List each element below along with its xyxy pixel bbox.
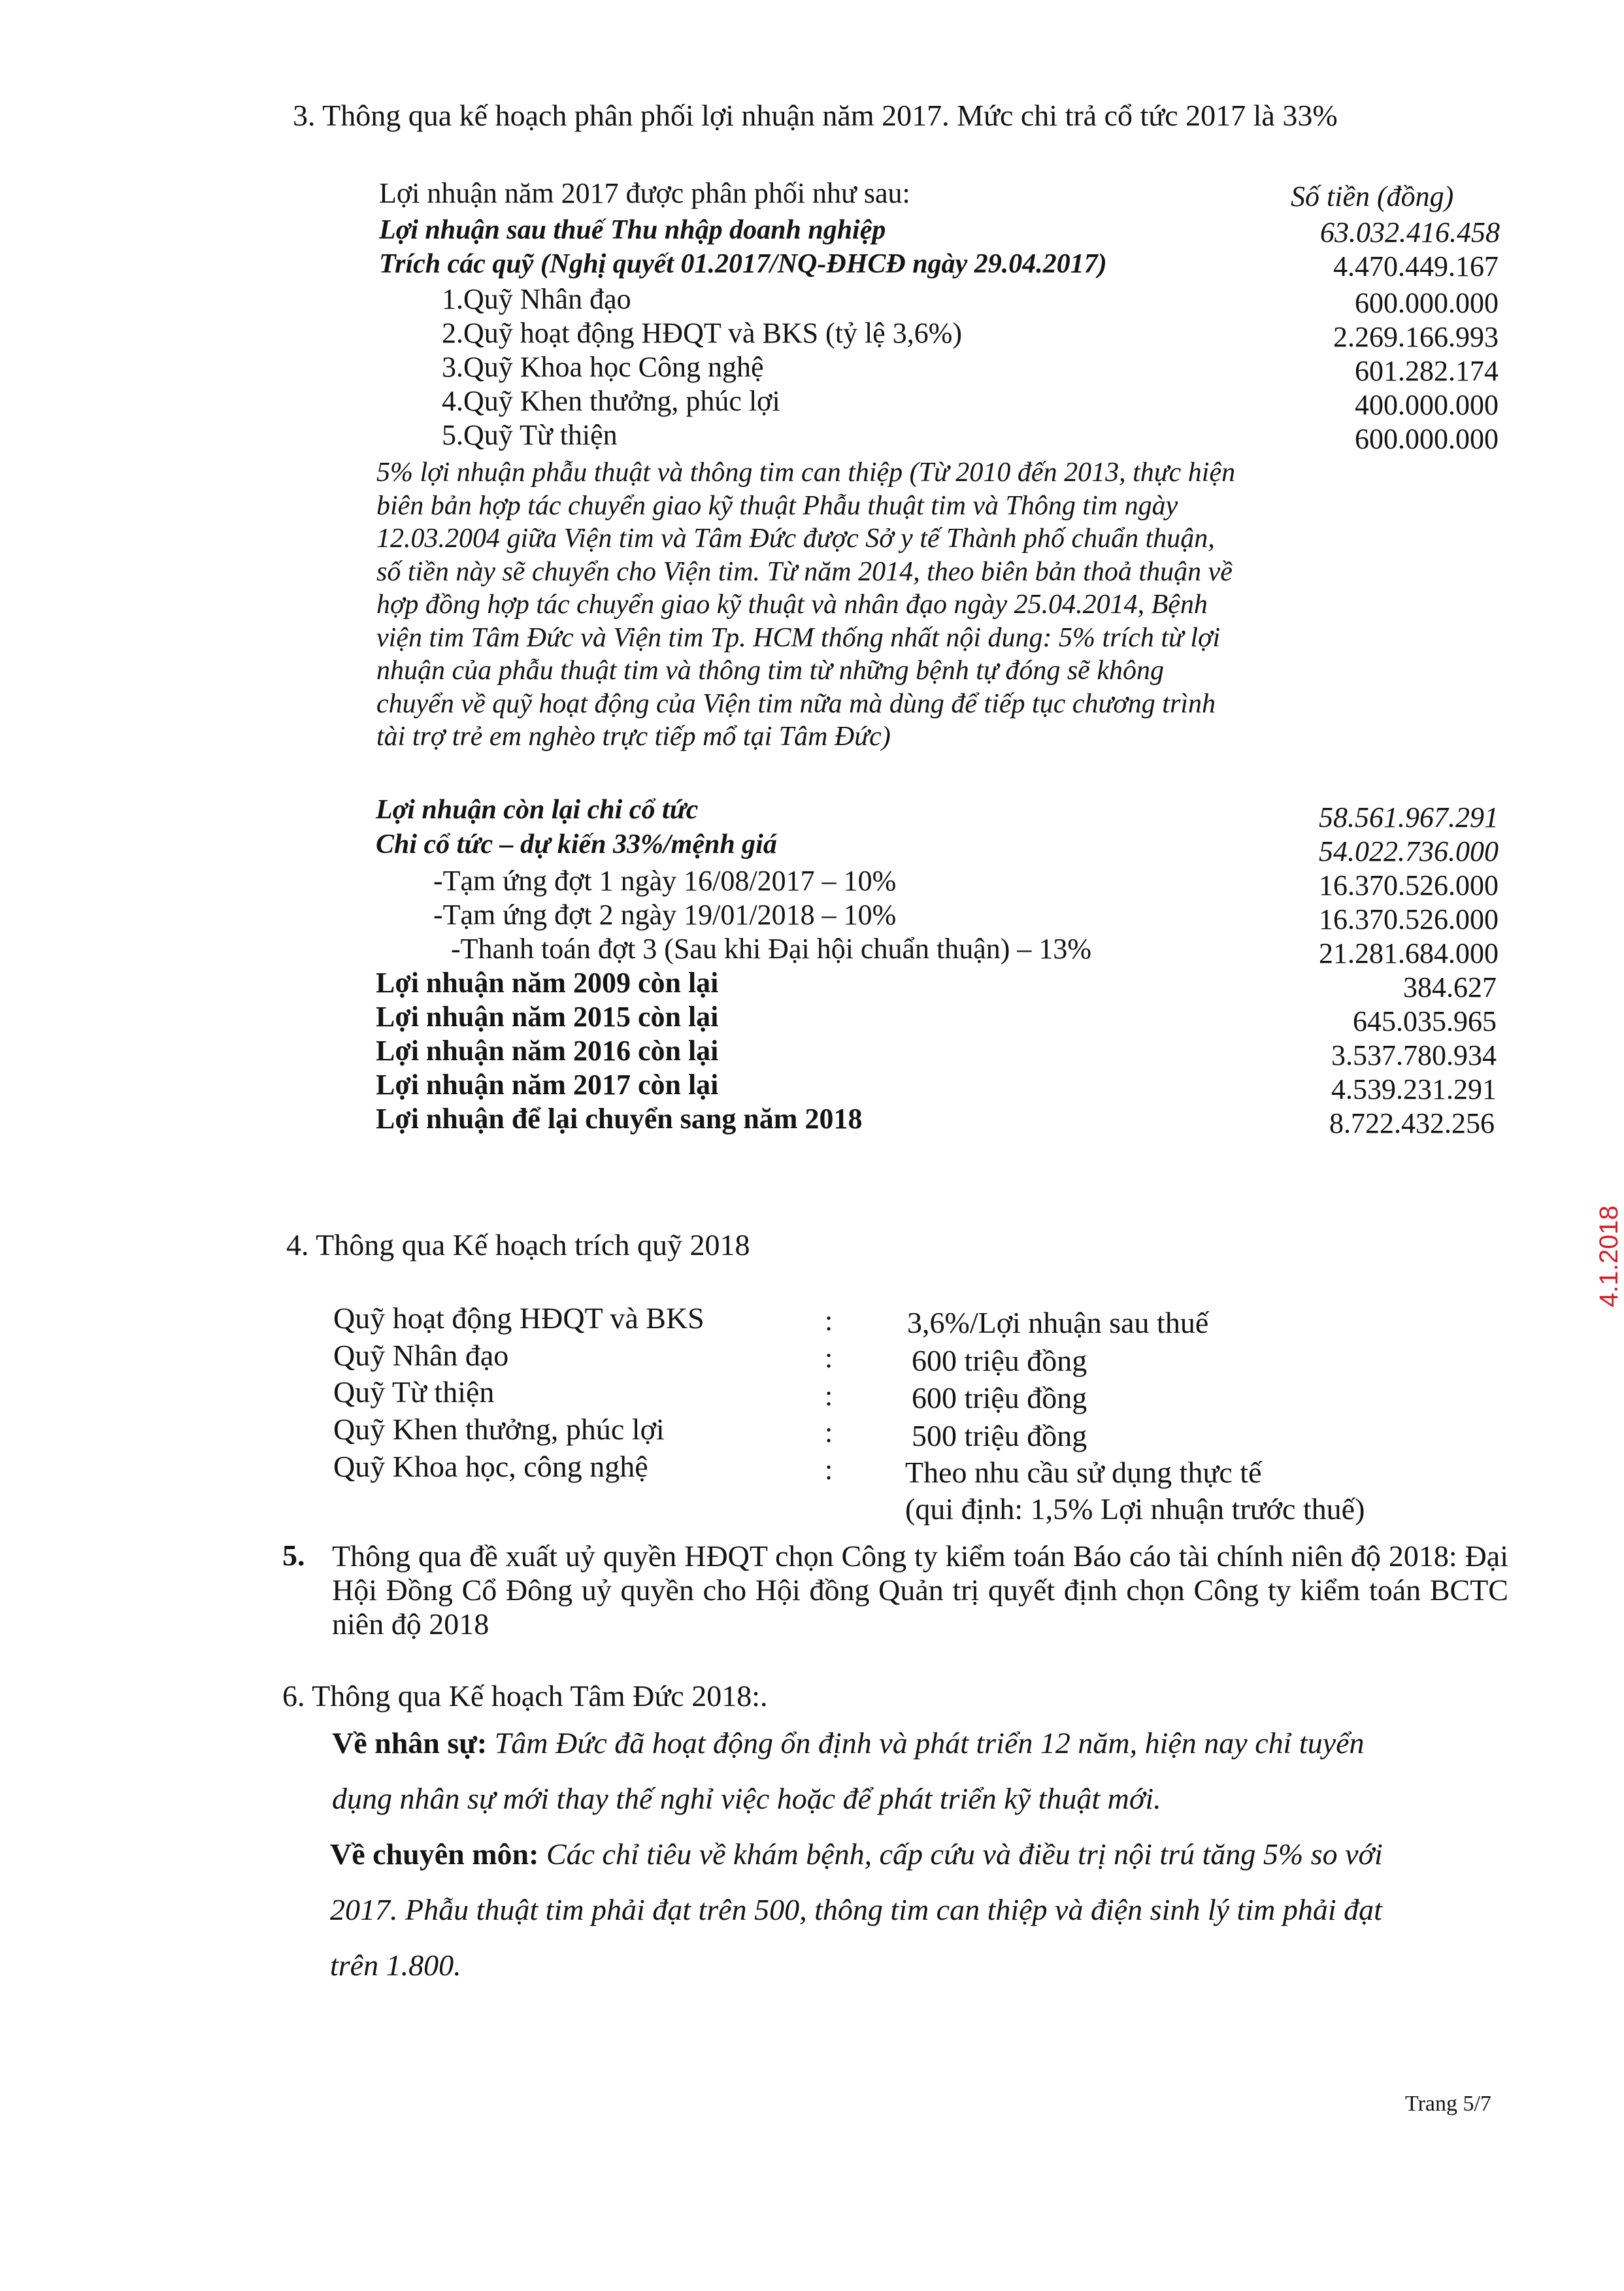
charity-note: 5% lợi nhuận phẫu thuật và thông tim can thiệp (Từ 2010 đến 2013, thực hiện biên bản hợp tác chuyển giao kỹ thuật Phẫu thuật tim và Thông tim ngày 12.03.2004 giữa Viện tim và Tâm Đức được Sở y tế Thành phố chuẩn thuận, số tiền này sẽ chuyển cho Viện tim. Từ năm 2014, theo biên bản thoả thuận về hợp đồng hợp tác chuyển giao kỹ thuật và nhân đạo ngày 25.04.2014, Bệnh viện tim Tâm Đức và Viện tim Tp. HCM thống nhất nội dung: 5% trích từ lợi nhuận của phẫu thuật tim và thông tim từ những bệnh tự đóng sẽ không chuyển về quỹ hoạt động của Viện tim nữa mà dùng để tiếp tục chương trình tài trợ trẻ em nghèo trực tiếp mổ tại Tâm Đức): [376, 458, 1236, 752]
profit-intro: Lợi nhuận năm 2017 được phân phối như sau:: [379, 177, 910, 209]
row-label: Lợi nhuận năm 2016 còn lại: [376, 1035, 719, 1067]
fund-value: 600 triệu đồng: [912, 1381, 1087, 1414]
pro-paragraph-line-1: [330, 1837, 1383, 1871]
row-amount: 21.281.684.000: [1319, 937, 1499, 969]
row-label: -Tạm ứng đợt 2 ngày 19/01/2018 – 10%: [433, 899, 897, 931]
section-5-text: Thông qua đề xuất uỷ quyền HĐQT chọn Công ty kiểm toán Báo cáo tài chính niên độ 2018: Đại Hội Đồng Cổ Đông uỷ quyền cho Hội đồng Quản trị quyết định chọn Công ty kiểm toán BCTC niên độ 2018: [332, 1539, 1508, 1641]
fund-colon: :: [825, 1454, 833, 1486]
pro-text: Các chỉ tiêu về khám bệnh, cấp cứu và điều trị nội trú tăng 5% so với: [546, 1837, 1383, 1871]
row-label: 4.Quỹ Khen thưởng, phúc lợi: [442, 385, 780, 417]
page-number: Trang 5/7: [1405, 2092, 1491, 2116]
fund-label: Quỹ hoạt động HĐQT và BKS: [333, 1301, 704, 1335]
pro-paragraph-line-3: trên 1.800.: [330, 1948, 461, 1982]
fund-label: Quỹ Khoa học, công nghệ: [333, 1450, 648, 1483]
section-6-heading: 6. Thông qua Kế hoạch Tâm Đức 2018:.: [282, 1679, 768, 1713]
amount-column-header: Số tiền (đồng): [1291, 180, 1454, 212]
hr-paragraph-line-1: [332, 1726, 1365, 1760]
fund-value: 500 triệu đồng: [912, 1419, 1087, 1452]
row-amount: 600.000.000: [1355, 423, 1499, 455]
row-label: Lợi nhuận còn lại chi cổ tức: [376, 795, 699, 825]
row-label: Chi cổ tức – dự kiến 33%/mệnh giá: [376, 829, 777, 860]
pro-label: Về chuyên môn:: [330, 1837, 539, 1871]
row-label: Trích các quỹ (Nghị quyết 01.2017/NQ-ĐHCĐ ngày 29.04.2017): [379, 249, 1107, 279]
row-label: Lợi nhuận để lại chuyển sang năm 2018: [376, 1103, 863, 1135]
row-label: 2.Quỹ hoạt động HĐQT và BKS (tỷ lệ 3,6%): [442, 317, 962, 349]
row-amount: 63.032.416.458: [1320, 216, 1500, 248]
row-amount: 16.370.526.000: [1319, 869, 1499, 901]
row-label: 3.Quỹ Khoa học Công nghệ: [442, 351, 764, 383]
row-amount: 2.269.166.993: [1333, 321, 1499, 353]
fund-colon: :: [825, 1342, 833, 1374]
row-label: Lợi nhuận năm 2017 còn lại: [376, 1069, 719, 1101]
row-amount: 16.370.526.000: [1319, 903, 1499, 935]
fund-value: 3,6%/Lợi nhuận sau thuế: [907, 1306, 1209, 1339]
fund-value: 600 triệu đồng: [912, 1344, 1087, 1377]
margin-stamp: 4.1.2018: [1595, 1205, 1623, 1307]
fund-value: Theo nhu cầu sử dụng thực tế: [905, 1456, 1262, 1489]
section-5-number: 5.: [282, 1539, 305, 1572]
fund-label: Quỹ Khen thưởng, phúc lợi: [333, 1413, 665, 1446]
row-amount: 4.539.231.291: [1331, 1073, 1497, 1105]
fund-note: (qui định: 1,5% Lợi nhuận trước thuế): [905, 1492, 1365, 1526]
row-amount: 3.537.780.934: [1331, 1039, 1497, 1071]
row-amount: 600.000.000: [1355, 287, 1499, 319]
row-amount: 54.022.736.000: [1319, 835, 1499, 867]
row-label: Lợi nhuận năm 2009 còn lại: [376, 967, 719, 999]
fund-colon: :: [825, 1305, 833, 1337]
row-label: 5.Quỹ Từ thiện: [442, 419, 618, 451]
fund-colon: :: [825, 1416, 833, 1448]
row-label: -Tạm ứng đợt 1 ngày 16/08/2017 – 10%: [433, 865, 897, 897]
pro-paragraph-line-2: 2017. Phẫu thuật tim phải đạt trên 500, thông tim can thiệp và điện sinh lý tim phải đạt: [330, 1893, 1382, 1926]
row-amount: 601.282.174: [1355, 355, 1499, 387]
fund-label: Quỹ Từ thiện: [333, 1375, 495, 1409]
section-3-heading: 3. Thông qua kế hoạch phân phối lợi nhuận năm 2017. Mức chi trả cổ tức 2017 là 33%: [293, 99, 1338, 132]
row-amount: 58.561.967.291: [1319, 801, 1499, 833]
row-label: Lợi nhuận sau thuế Thu nhập doanh nghiệp: [379, 215, 886, 245]
row-label: 1.Quỹ Nhân đạo: [442, 283, 631, 315]
row-amount: 384.627: [1403, 971, 1497, 1003]
row-label: -Thanh toán đợt 3 (Sau khi Đại hội chuẩn thuận) – 13%: [451, 933, 1092, 965]
row-amount: 4.470.449.167: [1333, 250, 1499, 282]
fund-colon: :: [825, 1380, 833, 1412]
row-amount: 400.000.000: [1355, 389, 1499, 421]
row-amount: 8.722.432.256: [1329, 1107, 1495, 1139]
hr-label: Về nhân sự:: [332, 1726, 488, 1760]
hr-text: Tâm Đức đã hoạt động ổn định và phát triển 12 năm, hiện nay chỉ tuyển: [494, 1726, 1365, 1760]
fund-label: Quỹ Nhân đạo: [333, 1339, 509, 1372]
hr-paragraph-line-2: dụng nhân sự mới thay thế nghỉ việc hoặc để phát triển kỹ thuật mới.: [332, 1782, 1161, 1815]
section-4-heading: 4. Thông qua Kế hoạch trích quỹ 2018: [286, 1228, 750, 1262]
row-amount: 645.035.965: [1353, 1005, 1497, 1037]
row-label: Lợi nhuận năm 2015 còn lại: [376, 1001, 719, 1033]
